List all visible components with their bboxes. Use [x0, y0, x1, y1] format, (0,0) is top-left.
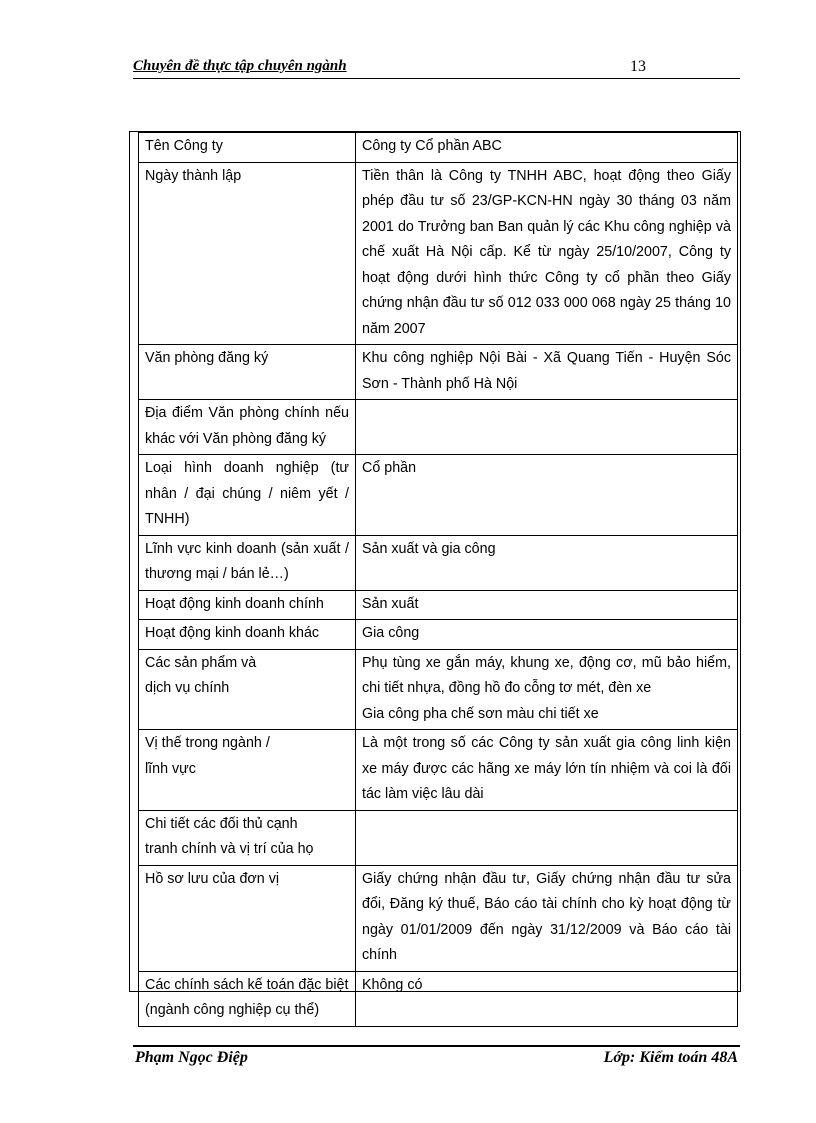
- row-value: Sản xuất và gia công: [356, 535, 738, 590]
- page-number: 13: [630, 58, 646, 75]
- table-row: [139, 590, 738, 620]
- table-row: [139, 865, 738, 971]
- row-value: Giấy chứng nhận đầu tư, Giấy chứng nhận đầu tư sửa đổi, Đăng ký thuế, Báo cáo tài chính cho kỳ hoạt động từ ngày 01/01/2009 đến ngày 31/12/2009 và Báo cáo tài chính: [356, 865, 738, 971]
- table-row: [139, 649, 738, 730]
- footer-author: Phạm Ngọc Điệp: [135, 1049, 248, 1066]
- row-label: Địa điểm Văn phòng chính nếu khác với Văn phòng đăng ký: [139, 400, 356, 455]
- row-label: Loại hình doanh nghiệp (tư nhân / đại chúng / niêm yết / TNHH): [139, 455, 356, 536]
- row-label: Các sản phẩm và dịch vụ chính: [139, 649, 356, 730]
- row-label: Ngày thành lập: [139, 162, 356, 345]
- table-row: [139, 810, 738, 865]
- row-value: Cổ phần: [356, 455, 738, 536]
- row-label: Lĩnh vực kinh doanh (sản xuất / thương mại / bán lẻ…): [139, 535, 356, 590]
- row-label: Hoạt động kinh doanh khác: [139, 620, 356, 650]
- page-footer: [133, 1045, 740, 1067]
- header-title: Chuyên đề thực tập chuyên ngành: [133, 58, 347, 74]
- row-value: Phụ tùng xe gắn máy, khung xe, động cơ, mũ bảo hiểm, chi tiết nhựa, đồng hồ đo cỗng tơ mét, đèn xe Gia công pha chế sơn màu chi tiết xe: [356, 649, 738, 730]
- row-value: [356, 400, 738, 455]
- page-header: [133, 56, 740, 79]
- row-value: Là một trong số các Công ty sản xuất gia công linh kiện xe máy được các hãng xe máy lớn tín nhiệm và coi là đối tác làm việc lâu dài: [356, 730, 738, 811]
- row-label: Văn phòng đăng ký: [139, 345, 356, 400]
- table-row: [139, 345, 738, 400]
- row-value: Gia công: [356, 620, 738, 650]
- table-row: [139, 535, 738, 590]
- row-label: Vị thế trong ngành / lĩnh vực: [139, 730, 356, 811]
- row-label: Hồ sơ lưu của đơn vị: [139, 865, 356, 971]
- table-row: [139, 400, 738, 455]
- table-row: [139, 971, 738, 1026]
- row-value: Không có: [356, 971, 738, 1026]
- company-info-table-body: [139, 133, 738, 1027]
- row-value: Khu công nghiệp Nội Bài - Xã Quang Tiến - Huyện Sóc Sơn - Thành phố Hà Nội: [356, 345, 738, 400]
- table-row: [139, 620, 738, 650]
- table-row: [139, 133, 738, 163]
- row-label: Các chính sách kế toán đặc biệt (ngành công nghiệp cụ thể): [139, 971, 356, 1026]
- row-label: Chi tiết các đối thủ cạnh tranh chính và vị trí của họ: [139, 810, 356, 865]
- company-info-table: [138, 132, 738, 1027]
- row-value: Công ty Cổ phần ABC: [356, 133, 738, 163]
- table-row: [139, 455, 738, 536]
- row-value: Sản xuất: [356, 590, 738, 620]
- footer-class: Lớp: Kiểm toán 48A: [603, 1049, 738, 1066]
- row-label: Hoạt động kinh doanh chính: [139, 590, 356, 620]
- table-row: [139, 730, 738, 811]
- table-row: [139, 162, 738, 345]
- row-label: Tên Công ty: [139, 133, 356, 163]
- row-value: [356, 810, 738, 865]
- row-value: Tiền thân là Công ty TNHH ABC, hoạt động theo Giấy phép đầu tư số 23/GP-KCN-HN ngày 30 tháng 03 năm 2001 do Trưởng ban Ban quản lý các Khu công nghiệp và chế xuất Hà Nội cấp. Kể từ ngày 25/10/2007, Công ty hoạt động dưới hình thức Công ty cổ phần theo Giấy chứng nhận đầu tư số 012 033 000 068 ngày 25 tháng 10 năm 2007: [356, 162, 738, 345]
